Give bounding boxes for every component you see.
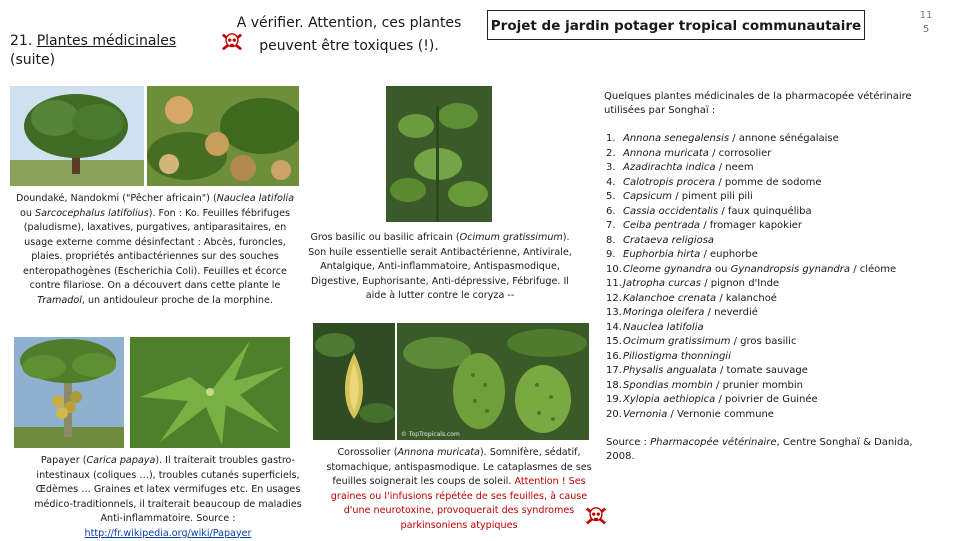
papaya-tree-photo <box>14 337 124 448</box>
soursop-flower-photo <box>313 323 395 440</box>
soursop-caption: Corossolier (Annona muricata). Somnifère, sédatif, stomachique, antispasmodique. Le cataplasmes de ses feuilles soignerait les coups de soleil. Attention ! Ses graines ou l'infusions répétée de ses feuilles, à cause d'une neurotoxine, provoquerait des syndromes parkinsoniens atypiques <box>326 447 592 531</box>
medicinal-plant-list <box>606 132 926 422</box>
plant-list-item: 10.Cleome gynandra ou Gynandropsis gynandra / cléome <box>606 263 897 275</box>
plant-list-item: 12.Kalanchoe crenata / kalanchoé <box>606 292 777 304</box>
photo-watermark: © TopTropicals.com <box>401 431 460 438</box>
section-number: 21. <box>10 33 33 49</box>
skull-crossbones-icon <box>585 505 607 527</box>
basil-photo <box>386 86 492 222</box>
page-number: 11 5 <box>919 10 933 35</box>
plant-list-item: 14.Nauclea latifolia <box>606 321 704 333</box>
plant-list-item: 9. Euphorbia hirta / euphorbe <box>606 249 758 260</box>
papaya-leaf-photo <box>130 337 290 448</box>
plant-list-item: 18.Spondias mombin / prunier mombin <box>606 379 804 391</box>
toxicity-warning: A vérifier. Attention, ces plantes peuvent être toxiques (!). <box>236 15 462 54</box>
plant-list-item: 11.Jatropha curcas / pignon d'Inde <box>606 278 780 289</box>
plant-list-item: 2. Annona muricata / corrosolier <box>606 147 772 159</box>
section-subtitle: (suite) <box>10 52 56 68</box>
list-heading: Quelques plantes médicinales de la pharmacopée vétérinaire utilisées par Songhaï : <box>604 91 912 116</box>
plant-list-item: 8. Crataeva religiosa <box>606 234 715 246</box>
papaya-source-link[interactable]: http://fr.wikipedia.org/wiki/Papayer <box>84 527 252 539</box>
papaya-caption: Papayer (Carica papaya). Il traiterait troubles gastro-intestinaux (coliques …), troubles cutanés superficiels, Œdèmes … Graines et latex vermifuges etc. En usages médico-traditionnels, il traiterait beaucoup de maladies Anti-inflammatoire. Source : http://fr.wikipedia.org/wiki/Papayer <box>34 455 302 539</box>
plant-list-item: 3. Azadirachta indica / neem <box>606 162 754 173</box>
plant-list-item: 19.Xylopia aethiopica / poivrier de Guinée <box>606 394 818 405</box>
basil-caption: Gros basilic ou basilic africain (Ocimum gratissimum). Son huile essentielle serait Antibactérienne, Antivirale, Antalgique, Anti-inflammatoire, Antispasmodique, Digestive, Euphorisante, Anti-dépressive, Fébrifuge. Il aide à lutter contre le coryza -- <box>308 232 572 301</box>
slide-title <box>10 32 176 70</box>
source-citation: Source : Pharmacopée vétérinaire, Centre Songhaï & Danida, 2008. <box>606 437 913 462</box>
nauclea-tree-photo <box>10 86 144 186</box>
plant-list-item: 13.Moringa oleifera / neverdié <box>606 307 758 318</box>
soursop-fruit-photo <box>397 323 589 440</box>
plant-list-item: 15.Ocimum gratissimum / gros basilic <box>606 336 797 347</box>
plant-list-item: 7. Ceiba pentrada / fromager kapokier <box>606 220 803 231</box>
nauclea-caption: Doundaké, Nandokmi ("Pêcher africain") (Nauclea latifolia ou Sarcocephalus latifolius). Fon : Ko. Feuilles fébrifuges (paludisme), laxatives, purgatives, antiparasitaires, en usage externe comme désinfectant : Abcès, furoncles, plaies. propriétés antibactériennes sur des souches enteropathogènes (Escherichia Coli). Feuilles et écorce contre filariose. On a découvert dans cette plante le Tramadol, un antidouleur proche de la morphine. <box>15 193 295 306</box>
nauclea-flower-photo <box>147 86 299 186</box>
plant-list-item: 5. Capsicum / piment pili pili <box>606 191 753 202</box>
section-title-link[interactable]: Plantes médicinales <box>36 33 177 49</box>
neurotoxin-warning: Attention ! Ses graines ou l'infusions répétée de ses feuilles, à cause d'une neurotoxine, provoquerait des syndromes parkinsoniens atypiques <box>330 476 588 531</box>
plant-list-item: 4. Calotropis procera / pomme de sodome <box>606 176 822 188</box>
plant-list-item: 20.Vernonia / Vernonie commune <box>606 408 774 420</box>
plant-list-item: 1. Annona senegalensis / annone sénégalaise <box>606 133 839 144</box>
plant-list-item: 6. Cassia occidentalis / faux quinquéliba <box>606 205 812 217</box>
plant-list-item: 17.Physalis angualata / tomate sauvage <box>606 365 808 376</box>
plant-list-item: 16.Piliostigma thonningii <box>606 350 731 362</box>
project-title-box: Projet de jardin potager tropical communautaire <box>487 10 865 40</box>
